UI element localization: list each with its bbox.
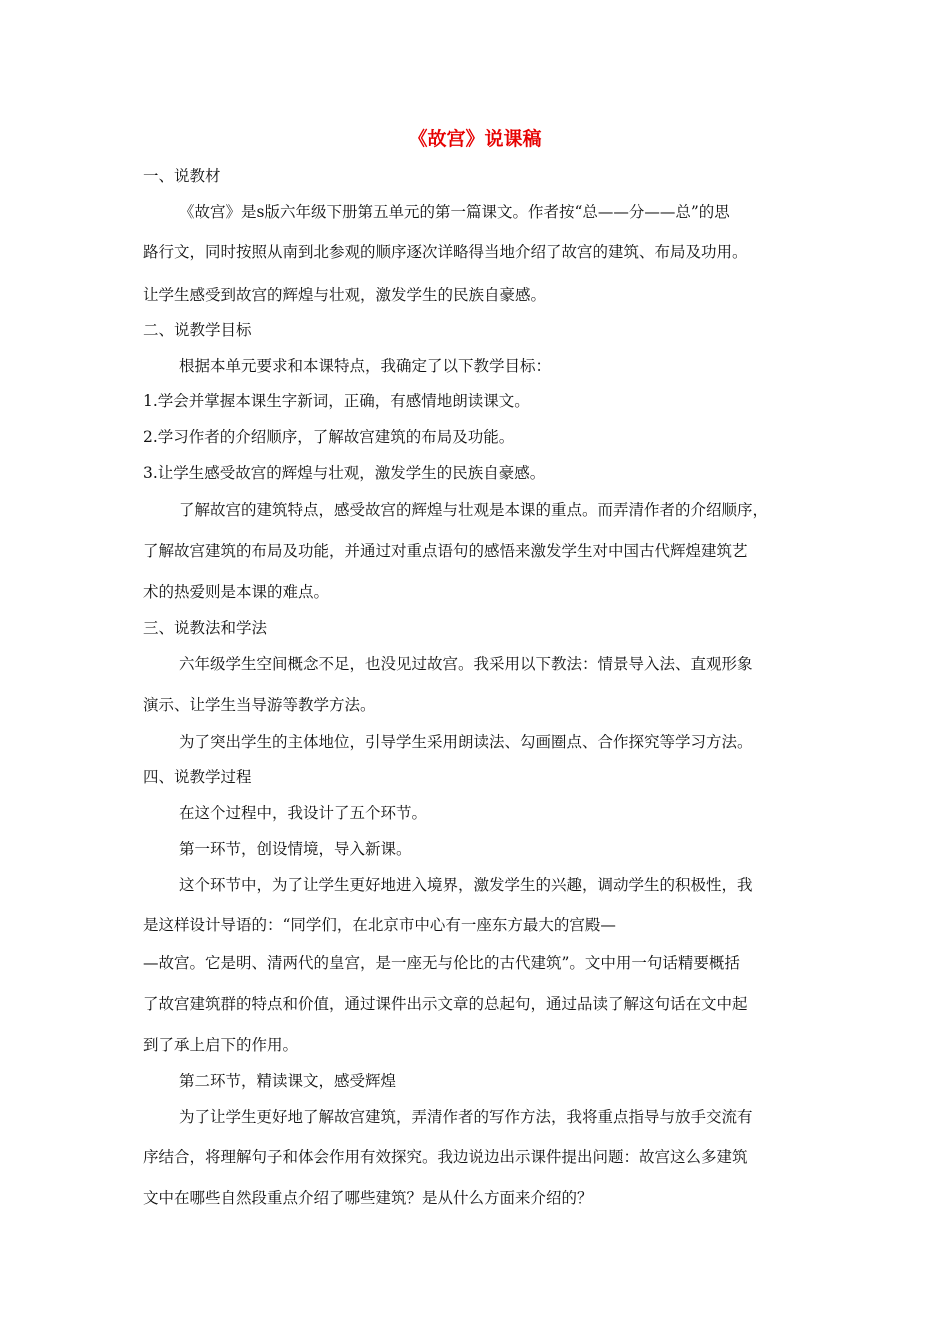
paragraph-line: 让学生感受到故宫的辉煌与壮观，激发学生的民族自豪感。 <box>143 286 547 304</box>
paragraph-line: 根据本单元要求和本课特点，我确定了以下教学目标： <box>179 357 552 375</box>
step-heading: 第二环节，精读课文，感受辉煌 <box>179 1072 397 1090</box>
goal-item: 2.学习作者的介绍顺序，了解故宫建筑的布局及功能。 <box>143 428 515 446</box>
paragraph-line: 到了承上启下的作用。 <box>143 1036 299 1054</box>
goal-item: 3.让学生感受故宫的辉煌与壮观，激发学生的民族自豪感。 <box>143 464 546 482</box>
section-heading-3: 三、说教法和学法 <box>143 619 268 637</box>
paragraph-line: 这个环节中，为了让学生更好地进入境界，激发学生的兴趣，调动学生的积极性，我 <box>179 876 753 894</box>
section-heading-1: 一、说教材 <box>143 167 221 185</box>
paragraph-line: 是这样设计导语的：“同学们，在北京市中心有一座东方最大的宫殿— <box>143 916 616 934</box>
paragraph-line: —故宫。它是明、清两代的皇宫，是一座无与伦比的古代建筑”。文中用一句话精要概括 <box>143 954 740 972</box>
paragraph-line: 路行文，同时按照从南到北参观的顺序逐次详略得当地介绍了故宫的建筑、布局及功用。 <box>143 243 748 261</box>
section-heading-2: 二、说教学目标 <box>143 321 252 339</box>
paragraph-line: 序结合，将理解句子和体会作用有效探究。我边说边出示课件提出问题：故宫这么多建筑 <box>143 1148 748 1166</box>
paragraph-line: 在这个过程中，我设计了五个环节。 <box>179 804 428 822</box>
paragraph-line: 了解故宫建筑的布局及功能，并通过对重点语句的感悟来激发学生对中国古代辉煌建筑艺 <box>143 542 748 560</box>
section-heading-4: 四、说教学过程 <box>143 768 252 786</box>
paragraph-line: 文中在哪些自然段重点介绍了哪些建筑？是从什么方面来介绍的？ <box>143 1189 593 1207</box>
paragraph-line: 为了突出学生的主体地位，引导学生采用朗读法、勾画圈点、合作探究等学习方法。 <box>179 733 753 751</box>
paragraph-line: 了故宫建筑群的特点和价值，通过课件出示文章的总起句，通过品读了解这句话在文中起 <box>143 995 748 1013</box>
paragraph-line: 为了让学生更好地了解故宫建筑，弄清作者的写作方法，我将重点指导与放手交流有 <box>179 1108 753 1126</box>
paragraph-line: 六年级学生空间概念不足，也没见过故宫。我采用以下教法：情景导入法、直观形象 <box>179 655 753 673</box>
goal-item: 1.学会并掌握本课生字新词，正确，有感情地朗读课文。 <box>143 392 530 410</box>
paragraph-line: 了解故宫的建筑特点，感受故宫的辉煌与壮观是本课的重点。而弄清作者的介绍顺序， <box>179 501 769 519</box>
paragraph-line: 演示、让学生当导游等教学方法。 <box>143 696 376 714</box>
paragraph-line: 《故宫》是s版六年级下册第五单元的第一篇课文。作者按“总——分——总”的思 <box>179 203 730 221</box>
paragraph-line: 术的热爱则是本课的难点。 <box>143 583 330 601</box>
document-title: 《故宫》说课稿 <box>408 128 542 150</box>
step-heading: 第一环节，创设情境，导入新课。 <box>179 840 412 858</box>
